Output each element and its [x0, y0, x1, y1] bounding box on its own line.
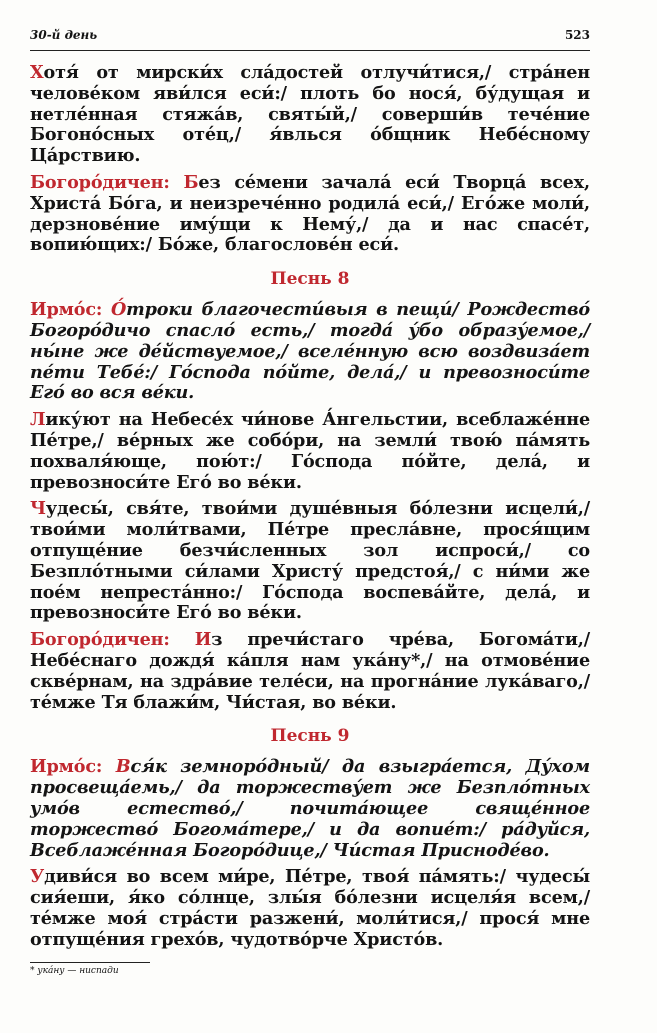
drop-letter: Х [30, 62, 44, 83]
troparion-text: удесы́, свя́те, твои́ми душе́вныя бо́лезни исцели́,/ твои́ми моли́твами, Пе́тре пресла́вне, прося́щим отпуще́ние безчи́сленных зол испроси́,/ со Безпло́тными си́лами Христу́ предстоя́,/ с ни́ми же пое́м непреста́нно:/ Го́спода воспева́йте, дела́, и превозноси́те Его́ во ве́ки. [30, 498, 590, 624]
troparion-text: ику́ют на Небесе́х чи́нове А́нгельстии, всеблаже́нне Пе́тре,/ ве́рных же собо́ри, на земли́ твою́ па́мять похваля́юще, пою́т:/ Го́спода по́йте, дела́, и превозноси́те Его́ во ве́ки. [30, 409, 590, 493]
theotokion-text: ез се́мени зачала́ еси́ Творца́ всех, Христа́ Бо́га, и неизрече́нно родила́ еси́,/ Его́же моли́, дерзнове́ние иму́щи к Нему́,/ да и нас спасе́т, вопию́щих:/ Бо́же, благослове́н еси́. [30, 171, 590, 256]
irmos-label: Ирмо́с: [30, 756, 103, 778]
drop-letter: О́ [110, 299, 127, 321]
footnote: * ука́ну — ниспади [30, 966, 119, 977]
page-header [30, 28, 590, 48]
troparion-text: диви́ся во всем ми́ре, Пе́тре, твоя́ па́мять:/ чудесы́ сия́еши, я́ко со́лнце, злы́я бо́лезни исцеля́я всем,/ те́мже моя́ стра́сти разжени́, моли́тися,/ прося́ мне отпуще́ния грехо́в, чудотво́рче Христо́в. [30, 866, 590, 950]
irmos-text: троки благочести́выя в пещи́/ Рождество́ Богоро́дичо спасло́ есть,/ тогда́ у́бо образу́емое,/ ны́не же де́йствуемое,/ вселе́нную всю воздвиза́ет пе́ти Тебе́:/ Го́спода по́йте, дела́,/ и превозноси́те Его́ во вся ве́ки. [30, 299, 590, 404]
drop-letter: Ч [30, 498, 46, 520]
theotokion-label: Богоро́дичен: [30, 629, 170, 651]
irmos-ode-9 [30, 757, 590, 861]
footnote-rule [30, 962, 150, 963]
troparion [30, 410, 590, 493]
troparion [30, 499, 590, 624]
troparion-text: отя́ от мирски́х сла́достей отлучи́тися,/ стра́нен челове́ком яви́лся еси́:/ плоть бо нося́, бу́дущая и нетле́нная стяжа́в, святы́й,/ соверши́в тече́ние Богоно́сных оте́ц,/ я́влься о́бщник Небе́сному Ца́рствию. [30, 62, 590, 167]
drop-letter: У [30, 866, 45, 888]
troparion [30, 63, 590, 167]
ode-9-heading: Песнь 9 [270, 726, 350, 747]
drop-letter: И [194, 629, 212, 651]
page-number: 523 [564, 28, 590, 42]
troparion [30, 867, 590, 950]
irmos-label: Ирмо́с: [30, 299, 103, 321]
theotokion-label: Богоро́дичен: [30, 171, 170, 193]
running-head-day: 30-й день [30, 28, 98, 42]
ode-8-heading: Песнь 8 [270, 269, 350, 290]
irmos-text: ся́к земноро́дный/ да взыгра́ется, Ду́хом просвеща́емь,/ да торжеству́ет же Безпло́тных умо́в естество́,/ почита́ющее свяще́нное торжество́ Богома́тере,/ и да вопие́т:/ ра́дуйся, Всеблаже́нная Богоро́дице,/ Чи́стая Присноде́во. [30, 756, 590, 861]
header-rule [30, 50, 590, 51]
drop-letter: Б [183, 171, 199, 193]
theotokion [30, 630, 590, 713]
drop-letter: Л [30, 409, 46, 431]
drop-letter: В [115, 756, 131, 778]
page [30, 28, 590, 976]
theotokion-text: з пречи́стаго чре́ва, Богома́ти,/ Небе́снаго дождя́ ка́пля нам ука́ну*,/ на отмове́ние скве́рнам, на здра́вие теле́си, на прогна́ние лука́ваго,/ те́мже Тя блажи́м, Чи́стая, во ве́ки. [30, 629, 590, 713]
theotokion [30, 173, 590, 256]
irmos-ode-8 [30, 300, 590, 404]
page-body [30, 63, 590, 976]
